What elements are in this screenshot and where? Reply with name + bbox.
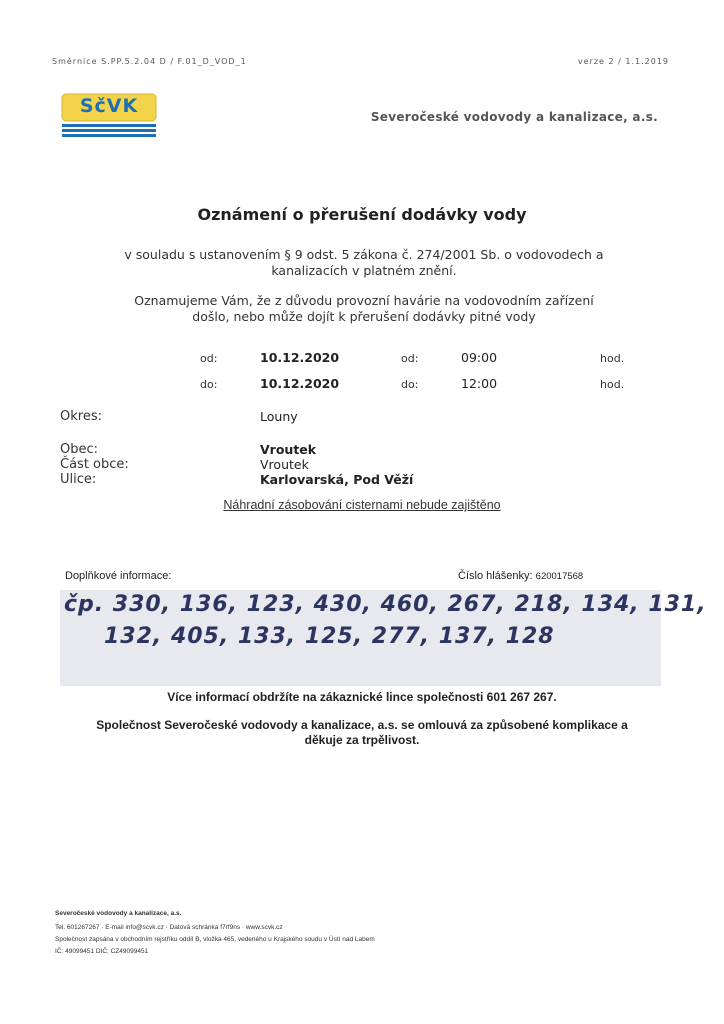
scvk-logo <box>60 93 158 139</box>
municipality-part-value: Vroutek <box>260 457 309 472</box>
district-label: Okres: <box>60 409 102 424</box>
water-tank-notice: Náhradní zásobování cisternami nebude zajištěno <box>223 498 501 512</box>
announcement-line-1: Oznamujeme Vám, že z důvodu provozní havárie na vodovodním zařízení <box>134 293 594 308</box>
municipality-value: Vroutek <box>260 442 317 457</box>
customer-line-info: Více informací obdržíte na zákaznické lince společnosti 601 267 267. <box>167 690 557 704</box>
from-date-label: od: <box>200 352 218 365</box>
municipality-label: Obec: <box>60 442 99 457</box>
version-label: verze 2 / 1.1.2019 <box>577 57 669 66</box>
report-number <box>458 570 583 582</box>
handwritten-info-box <box>60 590 707 686</box>
from-time: 09:00 <box>461 350 498 365</box>
extra-info-label: Doplňkové informace: <box>65 570 172 582</box>
company-name: Severočeské vodovody a kanalizace, a.s. <box>370 110 658 124</box>
footer-registry: Společnost zapsána v obchodním rejstříku oddíl B, vložka 465, vedeného u Krajského soudu v Ústí nad Labem <box>55 936 375 943</box>
footer-contact: Tel. 601267267 · E-mail info@scvk.cz · Datová schránka f7rf9ns · www.scvk.cz <box>55 924 283 931</box>
to-time: 12:00 <box>461 376 498 391</box>
to-date: 10.12.2020 <box>260 376 340 391</box>
from-time-label: od: <box>401 352 419 365</box>
from-unit: hod. <box>600 352 625 365</box>
footer-company: Severočeské vodovody a kanalizace, a.s. <box>55 910 182 917</box>
apology-text <box>60 718 664 748</box>
to-unit: hod. <box>600 378 625 391</box>
legal-basis-line-1: v souladu s ustanovením § 9 odst. 5 zákona č. 274/2001 Sb. o vodovodech a <box>124 247 604 262</box>
from-date: 10.12.2020 <box>260 350 340 365</box>
district-value: Louny <box>260 409 298 424</box>
apology-line-2: děkuje za trpělivost. <box>304 733 420 747</box>
report-number-value: 620017568 <box>535 571 584 582</box>
street-label: Ulice: <box>60 472 97 487</box>
report-number-label: Číslo hlášenky: <box>458 570 533 582</box>
announcement-line-2: došlo, nebo může dojít k přerušení dodávky pitné vody <box>192 309 536 324</box>
legal-basis-line-2: kanalizacích v platném znění. <box>271 263 457 278</box>
street-value: Karlovarská, Pod Věží <box>260 472 414 487</box>
document-title: Oznámení o přerušení dodávky vody <box>197 205 527 224</box>
to-time-label: do: <box>401 378 419 391</box>
handwritten-house-numbers-line-1: čp. 330, 136, 123, 430, 460, 267, 218, 134, 131, <box>64 592 707 617</box>
to-date-label: do: <box>200 378 218 391</box>
municipality-part-label: Část obce: <box>60 457 129 472</box>
apology-line-1: Společnost Severočeské vodovody a kanalizace, a.s. se omlouvá za způsobené komplikace a <box>96 718 628 732</box>
directive-code: Směrnice S.PP.5.2.04 D / F.01_D_VOD_1 <box>52 57 247 66</box>
handwritten-house-numbers-line-2: 132, 405, 133, 125, 277, 137, 128 <box>104 624 555 649</box>
logo-text: SčVK <box>79 95 139 117</box>
footer-ids: IČ: 49099451 DIČ: CZ49099451 <box>55 948 149 955</box>
